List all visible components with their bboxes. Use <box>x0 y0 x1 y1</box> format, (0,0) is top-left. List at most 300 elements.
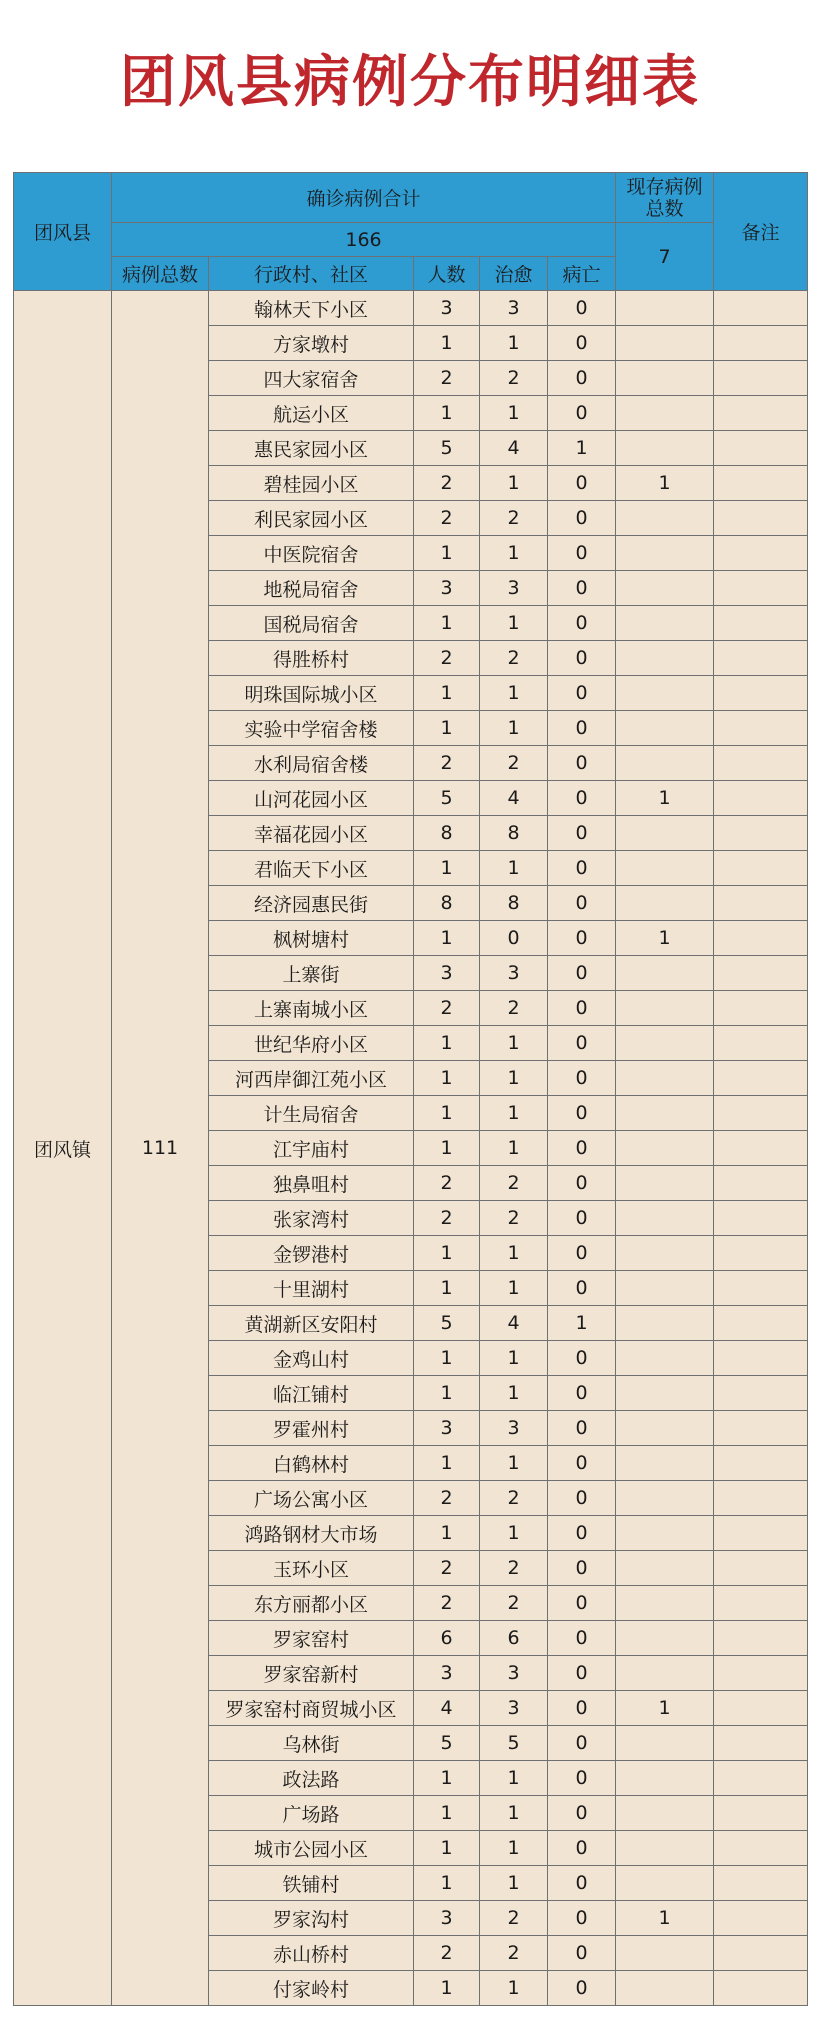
current-cases-cell <box>616 1726 714 1761</box>
community-cell: 得胜桥村 <box>209 641 414 676</box>
case-distribution-table <box>13 172 808 2006</box>
cured-cell: 1 <box>480 326 548 361</box>
remarks-cell <box>714 1936 808 1971</box>
current-cases-cell <box>616 1516 714 1551</box>
current-cases-header <box>616 173 714 223</box>
community-cell: 江宇庙村 <box>209 1131 414 1166</box>
community-cell: 罗霍州村 <box>209 1411 414 1446</box>
deaths-cell: 0 <box>548 361 616 396</box>
cured-cell: 1 <box>480 1831 548 1866</box>
deaths-cell: 0 <box>548 1096 616 1131</box>
remarks-cell <box>714 1166 808 1201</box>
col-header-deaths: 病亡 <box>548 257 616 291</box>
deaths-cell: 0 <box>548 991 616 1026</box>
remarks-cell <box>714 711 808 746</box>
current-cases-cell <box>616 1656 714 1691</box>
cured-cell: 2 <box>480 1481 548 1516</box>
remarks-cell <box>714 1971 808 2006</box>
current-cases-cell <box>616 571 714 606</box>
current-cases-cell <box>616 1551 714 1586</box>
current-cases-cell <box>616 816 714 851</box>
cured-cell: 1 <box>480 536 548 571</box>
community-cell: 临江铺村 <box>209 1376 414 1411</box>
deaths-cell: 0 <box>548 1831 616 1866</box>
deaths-cell: 0 <box>548 1901 616 1936</box>
remarks-cell <box>714 641 808 676</box>
current-cases-cell <box>616 1936 714 1971</box>
count-cell: 1 <box>414 396 480 431</box>
county-header: 团风县 <box>14 173 112 291</box>
remarks-cell <box>714 466 808 501</box>
remarks-cell <box>714 991 808 1026</box>
remarks-cell <box>714 1901 808 1936</box>
community-cell: 君临天下小区 <box>209 851 414 886</box>
cured-cell: 1 <box>480 1026 548 1061</box>
current-cases-cell <box>616 886 714 921</box>
remarks-cell <box>714 1691 808 1726</box>
deaths-cell: 0 <box>548 1971 616 2006</box>
page-title: 团风县病例分布明细表 <box>120 50 700 115</box>
current-cases-cell <box>616 1586 714 1621</box>
count-cell: 3 <box>414 1901 480 1936</box>
count-cell: 2 <box>414 361 480 396</box>
remarks-cell <box>714 1306 808 1341</box>
cured-cell: 3 <box>480 1411 548 1446</box>
remarks-header: 备注 <box>714 173 808 291</box>
remarks-cell <box>714 431 808 466</box>
count-cell: 1 <box>414 1866 480 1901</box>
cured-cell: 1 <box>480 1761 548 1796</box>
cured-cell: 1 <box>480 1096 548 1131</box>
count-cell: 1 <box>414 1061 480 1096</box>
count-cell: 3 <box>414 1411 480 1446</box>
community-cell: 山河花园小区 <box>209 781 414 816</box>
current-cases-cell <box>616 1831 714 1866</box>
remarks-cell <box>714 1446 808 1481</box>
remarks-cell <box>714 501 808 536</box>
count-cell: 2 <box>414 466 480 501</box>
community-cell: 张家湾村 <box>209 1201 414 1236</box>
count-cell: 3 <box>414 1656 480 1691</box>
current-cases-value: 7 <box>616 223 714 291</box>
deaths-cell: 0 <box>548 921 616 956</box>
table-row <box>14 291 808 326</box>
cured-cell: 3 <box>480 1691 548 1726</box>
cured-cell: 1 <box>480 711 548 746</box>
remarks-cell <box>714 1796 808 1831</box>
current-cases-cell <box>616 291 714 326</box>
community-cell: 世纪华府小区 <box>209 1026 414 1061</box>
current-cases-cell <box>616 1201 714 1236</box>
remarks-cell <box>714 1831 808 1866</box>
community-cell: 赤山桥村 <box>209 1936 414 1971</box>
community-cell: 十里湖村 <box>209 1271 414 1306</box>
deaths-cell: 0 <box>548 466 616 501</box>
remarks-cell <box>714 816 808 851</box>
deaths-cell: 0 <box>548 1376 616 1411</box>
count-cell: 1 <box>414 1446 480 1481</box>
cured-cell: 2 <box>480 641 548 676</box>
count-cell: 6 <box>414 1621 480 1656</box>
current-cases-cell <box>616 956 714 991</box>
current-cases-cell <box>616 851 714 886</box>
cured-cell: 1 <box>480 1376 548 1411</box>
count-cell: 5 <box>414 1306 480 1341</box>
community-cell: 中医院宿舍 <box>209 536 414 571</box>
cured-cell: 3 <box>480 1656 548 1691</box>
cured-cell: 2 <box>480 1936 548 1971</box>
count-cell: 2 <box>414 1936 480 1971</box>
community-cell: 计生局宿舍 <box>209 1096 414 1131</box>
current-cases-cell <box>616 1866 714 1901</box>
col-header-count: 人数 <box>414 257 480 291</box>
cured-cell: 1 <box>480 1061 548 1096</box>
cured-cell: 2 <box>480 1166 548 1201</box>
deaths-cell: 0 <box>548 501 616 536</box>
cured-cell: 3 <box>480 571 548 606</box>
current-cases-cell: 1 <box>616 466 714 501</box>
cured-cell: 1 <box>480 396 548 431</box>
cured-cell: 1 <box>480 851 548 886</box>
current-cases-cell <box>616 1166 714 1201</box>
deaths-cell: 0 <box>548 851 616 886</box>
remarks-cell <box>714 291 808 326</box>
community-cell: 国税局宿舍 <box>209 606 414 641</box>
deaths-cell: 0 <box>548 606 616 641</box>
community-cell: 罗家窑村 <box>209 1621 414 1656</box>
community-cell: 罗家沟村 <box>209 1901 414 1936</box>
cured-cell: 0 <box>480 921 548 956</box>
count-cell: 1 <box>414 1271 480 1306</box>
col-header-total-cases: 病例总数 <box>112 257 209 291</box>
current-cases-cell <box>616 1026 714 1061</box>
count-cell: 1 <box>414 711 480 746</box>
cured-cell: 1 <box>480 1796 548 1831</box>
deaths-cell: 0 <box>548 1166 616 1201</box>
remarks-cell <box>714 746 808 781</box>
cured-cell: 1 <box>480 1971 548 2006</box>
cured-cell: 1 <box>480 1131 548 1166</box>
current-cases-cell <box>616 536 714 571</box>
deaths-cell: 0 <box>548 1936 616 1971</box>
current-cases-cell <box>616 711 714 746</box>
cured-cell: 8 <box>480 816 548 851</box>
community-cell: 枫树塘村 <box>209 921 414 956</box>
deaths-cell: 0 <box>548 956 616 991</box>
remarks-cell <box>714 921 808 956</box>
community-cell: 碧桂园小区 <box>209 466 414 501</box>
community-cell: 航运小区 <box>209 396 414 431</box>
remarks-cell <box>714 326 808 361</box>
deaths-cell: 0 <box>548 1026 616 1061</box>
deaths-cell: 0 <box>548 1551 616 1586</box>
community-cell: 广场公寓小区 <box>209 1481 414 1516</box>
count-cell: 5 <box>414 781 480 816</box>
community-cell: 政法路 <box>209 1761 414 1796</box>
remarks-cell <box>714 1026 808 1061</box>
deaths-cell: 0 <box>548 1411 616 1446</box>
count-cell: 3 <box>414 956 480 991</box>
cured-cell: 1 <box>480 1236 548 1271</box>
count-cell: 1 <box>414 1341 480 1376</box>
deaths-cell: 0 <box>548 1481 616 1516</box>
deaths-cell: 0 <box>548 326 616 361</box>
current-cases-cell <box>616 641 714 676</box>
remarks-cell <box>714 1621 808 1656</box>
remarks-cell <box>714 1131 808 1166</box>
remarks-cell <box>714 781 808 816</box>
cured-cell: 2 <box>480 1201 548 1236</box>
community-cell: 鸿路钢材大市场 <box>209 1516 414 1551</box>
current-cases-cell: 1 <box>616 1691 714 1726</box>
current-cases-cell <box>616 396 714 431</box>
cured-cell: 1 <box>480 1516 548 1551</box>
cured-cell: 1 <box>480 466 548 501</box>
cured-cell: 1 <box>480 676 548 711</box>
remarks-cell <box>714 851 808 886</box>
community-cell: 白鹤林村 <box>209 1446 414 1481</box>
deaths-cell: 0 <box>548 1621 616 1656</box>
count-cell: 1 <box>414 1796 480 1831</box>
deaths-cell: 0 <box>548 886 616 921</box>
deaths-cell: 0 <box>548 1761 616 1796</box>
deaths-cell: 0 <box>548 1271 616 1306</box>
current-cases-cell <box>616 1236 714 1271</box>
community-cell: 黄湖新区安阳村 <box>209 1306 414 1341</box>
deaths-cell: 0 <box>548 1201 616 1236</box>
current-cases-cell <box>616 326 714 361</box>
current-cases-cell <box>616 1796 714 1831</box>
count-cell: 2 <box>414 991 480 1026</box>
confirmed-total-label: 确诊病例合计 <box>112 173 616 223</box>
deaths-cell: 0 <box>548 1586 616 1621</box>
current-cases-cell <box>616 1131 714 1166</box>
community-cell: 城市公园小区 <box>209 1831 414 1866</box>
community-cell: 铁铺村 <box>209 1866 414 1901</box>
current-cases-cell <box>616 431 714 466</box>
remarks-cell <box>714 956 808 991</box>
cured-cell: 1 <box>480 1866 548 1901</box>
current-cases-cell <box>616 1341 714 1376</box>
count-cell: 3 <box>414 291 480 326</box>
deaths-cell: 0 <box>548 1236 616 1271</box>
cured-cell: 8 <box>480 886 548 921</box>
current-cases-cell <box>616 1096 714 1131</box>
col-header-cured: 治愈 <box>480 257 548 291</box>
count-cell: 1 <box>414 1376 480 1411</box>
deaths-cell: 0 <box>548 1341 616 1376</box>
cured-cell: 1 <box>480 1446 548 1481</box>
community-cell: 河西岸御江苑小区 <box>209 1061 414 1096</box>
remarks-cell <box>714 361 808 396</box>
cured-cell: 4 <box>480 431 548 466</box>
current-cases-cell <box>616 1761 714 1796</box>
community-cell: 利民家园小区 <box>209 501 414 536</box>
current-cases-cell <box>616 501 714 536</box>
cured-cell: 4 <box>480 781 548 816</box>
remarks-cell <box>714 1481 808 1516</box>
remarks-cell <box>714 1551 808 1586</box>
count-cell: 1 <box>414 1831 480 1866</box>
community-cell: 水利局宿舍楼 <box>209 746 414 781</box>
count-cell: 2 <box>414 1166 480 1201</box>
current-cases-cell <box>616 1481 714 1516</box>
remarks-cell <box>714 1376 808 1411</box>
cured-cell: 3 <box>480 956 548 991</box>
count-cell: 1 <box>414 676 480 711</box>
remarks-cell <box>714 1341 808 1376</box>
current-cases-label-1: 现存病例 <box>626 175 703 198</box>
deaths-cell: 0 <box>548 1446 616 1481</box>
current-cases-cell <box>616 746 714 781</box>
community-cell: 罗家窑新村 <box>209 1656 414 1691</box>
current-cases-cell <box>616 1061 714 1096</box>
count-cell: 8 <box>414 886 480 921</box>
cured-cell: 1 <box>480 1341 548 1376</box>
deaths-cell: 0 <box>548 1726 616 1761</box>
deaths-cell: 0 <box>548 536 616 571</box>
current-cases-cell <box>616 676 714 711</box>
count-cell: 2 <box>414 1586 480 1621</box>
cured-cell: 2 <box>480 991 548 1026</box>
remarks-cell <box>714 1201 808 1236</box>
remarks-cell <box>714 606 808 641</box>
community-cell: 方家墩村 <box>209 326 414 361</box>
deaths-cell: 1 <box>548 431 616 466</box>
remarks-cell <box>714 536 808 571</box>
count-cell: 4 <box>414 1691 480 1726</box>
remarks-cell <box>714 1271 808 1306</box>
community-cell: 幸福花园小区 <box>209 816 414 851</box>
cured-cell: 3 <box>480 291 548 326</box>
current-cases-cell <box>616 1271 714 1306</box>
count-cell: 5 <box>414 1726 480 1761</box>
community-cell: 上寨南城小区 <box>209 991 414 1026</box>
col-header-community: 行政村、社区 <box>209 257 414 291</box>
cured-cell: 2 <box>480 1901 548 1936</box>
count-cell: 8 <box>414 816 480 851</box>
confirmed-total-value: 166 <box>112 223 616 257</box>
count-cell: 1 <box>414 1516 480 1551</box>
count-cell: 1 <box>414 1026 480 1061</box>
remarks-cell <box>714 1866 808 1901</box>
current-cases-cell <box>616 1621 714 1656</box>
count-cell: 1 <box>414 536 480 571</box>
remarks-cell <box>714 1061 808 1096</box>
count-cell: 2 <box>414 1201 480 1236</box>
current-cases-cell <box>616 1306 714 1341</box>
community-cell: 广场路 <box>209 1796 414 1831</box>
deaths-cell: 0 <box>548 676 616 711</box>
deaths-cell: 0 <box>548 291 616 326</box>
count-cell: 1 <box>414 606 480 641</box>
count-cell: 2 <box>414 746 480 781</box>
community-cell: 付家岭村 <box>209 1971 414 2006</box>
cured-cell: 6 <box>480 1621 548 1656</box>
deaths-cell: 0 <box>548 641 616 676</box>
deaths-cell: 0 <box>548 1061 616 1096</box>
current-cases-cell <box>616 991 714 1026</box>
deaths-cell: 0 <box>548 1796 616 1831</box>
current-cases-cell <box>616 1446 714 1481</box>
count-cell: 5 <box>414 431 480 466</box>
remarks-cell <box>714 1656 808 1691</box>
community-cell: 玉环小区 <box>209 1551 414 1586</box>
community-cell: 地税局宿舍 <box>209 571 414 606</box>
cured-cell: 2 <box>480 361 548 396</box>
community-cell: 东方丽都小区 <box>209 1586 414 1621</box>
current-cases-cell <box>616 1376 714 1411</box>
count-cell: 1 <box>414 326 480 361</box>
town-total-cases: 111 <box>112 291 209 2006</box>
count-cell: 1 <box>414 1131 480 1166</box>
current-cases-label-2: 总数 <box>645 197 684 220</box>
community-cell: 四大家宿舍 <box>209 361 414 396</box>
remarks-cell <box>714 886 808 921</box>
count-cell: 2 <box>414 1481 480 1516</box>
deaths-cell: 0 <box>548 396 616 431</box>
deaths-cell: 0 <box>548 1131 616 1166</box>
cured-cell: 2 <box>480 1551 548 1586</box>
remarks-cell <box>714 1726 808 1761</box>
deaths-cell: 0 <box>548 816 616 851</box>
community-cell: 金锣港村 <box>209 1236 414 1271</box>
community-cell: 经济园惠民街 <box>209 886 414 921</box>
remarks-cell <box>714 1586 808 1621</box>
community-cell: 独鼻咀村 <box>209 1166 414 1201</box>
count-cell: 1 <box>414 1761 480 1796</box>
remarks-cell <box>714 1761 808 1796</box>
remarks-cell <box>714 1236 808 1271</box>
deaths-cell: 0 <box>548 746 616 781</box>
deaths-cell: 0 <box>548 1866 616 1901</box>
current-cases-cell: 1 <box>616 1901 714 1936</box>
deaths-cell: 0 <box>548 1656 616 1691</box>
community-cell: 罗家窑村商贸城小区 <box>209 1691 414 1726</box>
community-cell: 实验中学宿舍楼 <box>209 711 414 746</box>
community-cell: 翰林天下小区 <box>209 291 414 326</box>
current-cases-cell <box>616 361 714 396</box>
remarks-cell <box>714 396 808 431</box>
count-cell: 2 <box>414 641 480 676</box>
cured-cell: 2 <box>480 746 548 781</box>
current-cases-cell <box>616 1411 714 1446</box>
remarks-cell <box>714 1096 808 1131</box>
cured-cell: 1 <box>480 606 548 641</box>
count-cell: 1 <box>414 851 480 886</box>
count-cell: 1 <box>414 1236 480 1271</box>
remarks-cell <box>714 676 808 711</box>
current-cases-cell <box>616 606 714 641</box>
count-cell: 1 <box>414 1971 480 2006</box>
remarks-cell <box>714 1516 808 1551</box>
remarks-cell <box>714 571 808 606</box>
count-cell: 3 <box>414 571 480 606</box>
current-cases-cell: 1 <box>616 781 714 816</box>
count-cell: 2 <box>414 1551 480 1586</box>
cured-cell: 4 <box>480 1306 548 1341</box>
deaths-cell: 0 <box>548 1516 616 1551</box>
town-name: 团风镇 <box>14 291 112 2006</box>
count-cell: 1 <box>414 1096 480 1131</box>
count-cell: 2 <box>414 501 480 536</box>
cured-cell: 2 <box>480 501 548 536</box>
cured-cell: 1 <box>480 1271 548 1306</box>
deaths-cell: 0 <box>548 571 616 606</box>
community-cell: 明珠国际城小区 <box>209 676 414 711</box>
remarks-cell <box>714 1411 808 1446</box>
community-cell: 乌林街 <box>209 1726 414 1761</box>
